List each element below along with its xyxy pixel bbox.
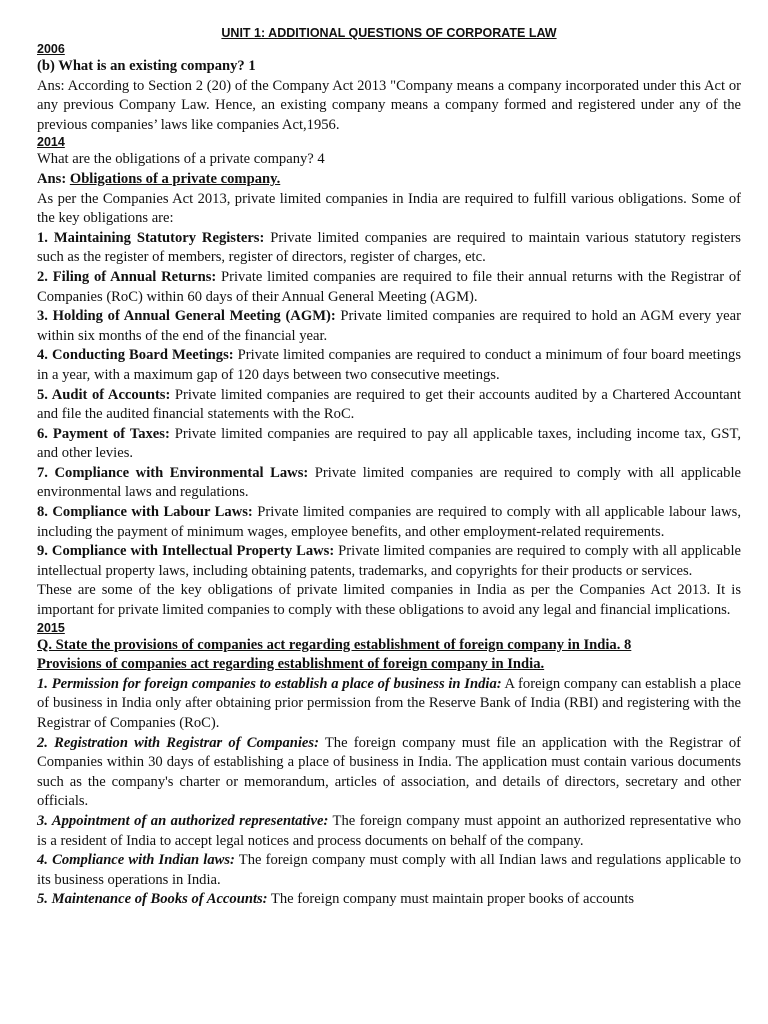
provision-text: The foreign company must appoint an authorized representative who is a resident of India to accept legal notices and process documents on behalf of the company. — [37, 812, 742, 849]
obligation-label: 3. Holding of Annual General Meeting (AGM): — [37, 308, 336, 325]
question-existing-company: (b) What is an existing company? 1 — [37, 58, 256, 74]
obligation-label: 7. Compliance with Environmental Laws: — [37, 464, 309, 481]
obligation-item — [37, 268, 741, 307]
obligation-item — [37, 307, 741, 346]
answer-existing-company: Ans: According to Section 2 (20) of the Company Act 2013 "Company means a company incorporated under this Act or any previous Company Law. Hence, an existing company means a company formed and registered under any of the previous companies’ laws like companies Act,1956. — [37, 77, 741, 133]
year-2006: 2006 — [37, 42, 65, 56]
obligation-text: Private limited companies are required to conduct a minimum of four board meetings in a year, with a maximum gap of 120 days between two consecutive meetings. — [37, 347, 742, 383]
question-foreign-company: Q. State the provisions of companies act regarding establishment of foreign company in India. 8 — [37, 636, 632, 653]
answer-heading — [37, 170, 741, 190]
provision-text: The foreign company must comply with all Indian laws and regulations applicable to its business operations in India. — [37, 852, 741, 888]
obligation-text: Private limited companies are required to pay all applicable taxes, including income tax, GST, and other levies. — [37, 425, 742, 462]
obligation-label: 4. Conducting Board Meetings: — [37, 347, 234, 364]
provision-item — [37, 734, 741, 812]
obligation-text: Private limited companies are required to maintain various statutory registers such as the register of members, register of directors, register of charges, etc. — [37, 229, 741, 266]
obligation-text: Private limited companies are required to hold an AGM every year within six months of the end of the financial year. — [37, 308, 741, 344]
obligation-label: 5. Audit of Accounts: — [37, 386, 171, 403]
obligation-label: 9. Compliance with Intellectual Property Laws: — [37, 543, 335, 560]
obligation-item — [37, 386, 741, 425]
provision-item — [37, 851, 741, 890]
obligations-conclusion: These are some of the key obligations of private limited companies in India as per the Companies Act 2013. It is important for private limited companies to comply with these obligations to avoid any legal and financial implications. — [37, 582, 741, 619]
provision-label: 2. Registration with Registrar of Companies: — [37, 734, 319, 751]
provision-text: A foreign company can establish a place of business in India only after obtaining prior permission from the Reserve Bank of India (RBI) and registering with the Registrar of Companies (RoC). — [37, 675, 742, 731]
ans-prefix: Ans: — [37, 170, 70, 187]
obligation-text: Private limited companies are required to comply with all applicable intellectual property laws, including obtaining patents, trademarks, and copyrights for their products or services. — [37, 543, 741, 579]
provision-item — [37, 812, 741, 851]
provision-label: 3. Appointment of an authorized representative: — [37, 812, 329, 829]
provision-text: The foreign company must maintain proper books of accounts — [267, 891, 635, 908]
document-title: UNIT 1: ADDITIONAL QUESTIONS OF CORPORATE LAW — [221, 26, 557, 40]
year-2014: 2014 — [37, 135, 65, 150]
provision-text: The foreign company must file an application with the Registrar of Companies within 30 days of establishing a place of business in India. The application must contain various documents such as the company's charter or memorandum, articles of association, and details of directors, secretary and other officials. — [37, 734, 742, 810]
provision-label: 1. Permission for foreign companies to establish a place of business in India: — [37, 675, 502, 692]
obligation-item — [37, 464, 741, 503]
obligation-item — [37, 503, 741, 542]
provision-item — [37, 675, 741, 734]
provision-item — [37, 890, 741, 910]
foreign-company-heading: Provisions of companies act regarding establishment of foreign company in India. — [37, 656, 545, 673]
obligation-label: 1. Maintaining Statutory Registers: — [37, 229, 265, 246]
obligation-text: Private limited companies are required to comply with all applicable environmental laws and regulations. — [37, 464, 741, 501]
obligation-text: Private limited companies are required to comply with all applicable labour laws, including the payment of minimum wages, employee benefits, and other employment-related requirements. — [37, 504, 741, 540]
obligation-label: 6. Payment of Taxes: — [37, 425, 170, 442]
question-private-obligations: What are the obligations of a private company? 4 — [37, 151, 325, 168]
year-2015: 2015 — [37, 620, 65, 635]
obligation-item — [37, 425, 741, 464]
obligation-item — [37, 346, 741, 385]
obligation-label: 2. Filing of Annual Returns: — [37, 268, 217, 285]
obligation-text: Private limited companies are required to file their annual returns with the Registrar of Companies (RoC) within 60 days of their Annual General Meeting (AGM). — [37, 268, 741, 305]
obligations-intro: As per the Companies Act 2013, private limited companies in India are required to fulfill various obligations. Some of the key obligations are: — [37, 190, 741, 227]
obligation-text: Private limited companies are required to get their accounts audited by a Chartered Accountant and file the audited financial statements with the RoC. — [37, 386, 741, 423]
obligation-item — [37, 542, 741, 581]
obligation-item — [37, 229, 741, 268]
ans-heading: Obligations of a private company. — [69, 170, 281, 187]
obligation-label: 8. Compliance with Labour Laws: — [37, 504, 253, 521]
provision-label: 5. Maintenance of Books of Accounts: — [37, 891, 268, 908]
provision-label: 4. Compliance with Indian laws: — [37, 852, 235, 869]
